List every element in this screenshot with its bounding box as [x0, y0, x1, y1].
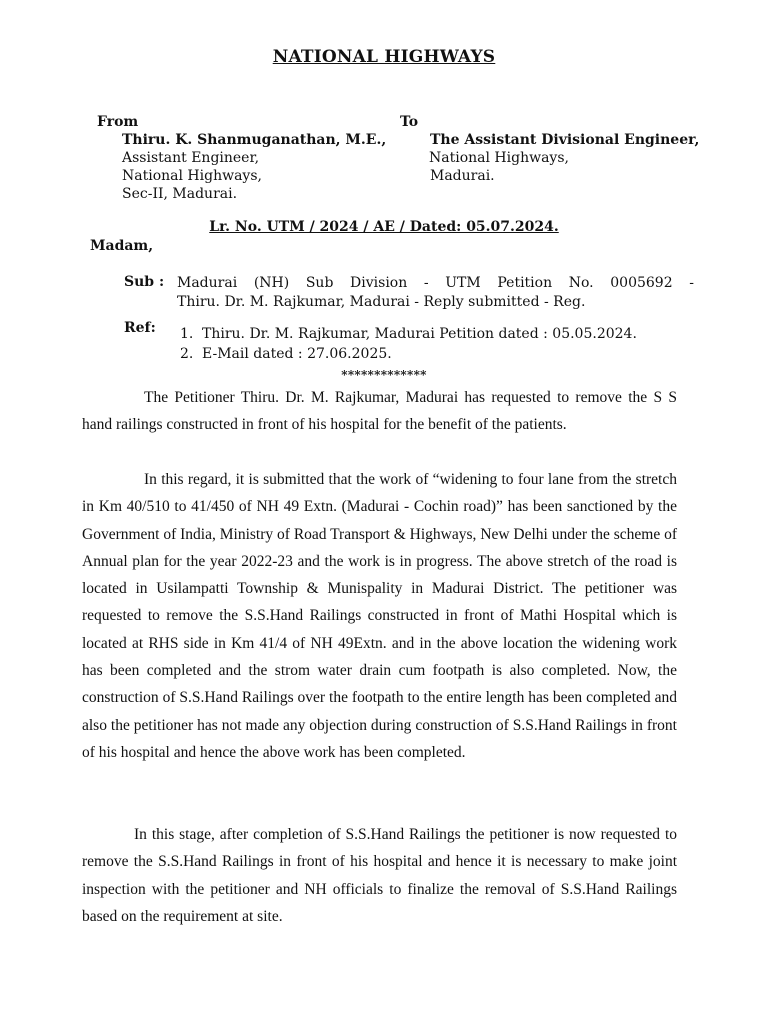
subject-line-1: Madurai (NH) Sub Division - UTM Petition No. 0005692 -: [177, 275, 694, 291]
reference-text: Thiru. Dr. M. Rajkumar, Madurai Petition dated : 05.05.2024.: [202, 326, 637, 342]
separator-stars: *************: [341, 368, 427, 382]
subject-text: [177, 274, 694, 312]
reference-label: Ref:: [124, 320, 156, 336]
to-label: To: [400, 114, 419, 130]
subject-line-2: Thiru. Dr. M. Rajkumar, Madurai - Reply submitted - Reg.: [177, 294, 586, 310]
body-paragraph-1: [82, 384, 677, 439]
reference-item: [180, 344, 637, 364]
salutation: Madam,: [90, 238, 154, 254]
from-label: From: [97, 114, 139, 130]
document-title: NATIONAL HIGHWAYS: [272, 47, 496, 67]
sender-name: Thiru. K. Shanmuganathan, M.E.,: [122, 132, 387, 148]
sender-designation: Assistant Engineer,: [122, 150, 260, 166]
reference-list: [180, 324, 637, 364]
reference-item: [180, 324, 637, 344]
body-paragraph-2: [82, 466, 677, 766]
sender-office: Sec-II, Madurai.: [122, 186, 238, 202]
paragraph-text: In this stage, after completion of S.S.Hand Railings the petitioner is now requested to remove the S.S.Hand Railings in front of his hospital and hence it is necessary to make joint inspection with the petitioner and NH officials to finalize the removal of S.S.Hand Railings based on the requirement at site.: [82, 826, 677, 925]
subject-label: Sub :: [124, 274, 165, 290]
reference-number: 1.: [180, 326, 194, 342]
recipient-name: The Assistant Divisional Engineer,: [430, 132, 700, 148]
reference-number: 2.: [180, 346, 194, 362]
recipient-department: National Highways,: [429, 150, 569, 166]
letter-reference-number: Lr. No. UTM / 2024 / AE / Dated: 05.07.2024.: [209, 219, 559, 235]
sender-department: National Highways,: [122, 168, 262, 184]
reference-text: E-Mail dated : 27.06.2025.: [202, 346, 392, 362]
body-paragraph-3: [82, 821, 677, 930]
recipient-city: Madurai.: [430, 168, 495, 184]
paragraph-text: The Petitioner Thiru. Dr. M. Rajkumar, Madurai has requested to remove the S S hand railings constructed in front of his hospital for the benefit of the patients.: [82, 389, 677, 434]
paragraph-text: In this regard, it is submitted that the work of “widening to four lane from the stretch in Km 40/510 to 41/450 of NH 49 Extn. (Madurai - Cochin road)” has been sanctioned by the Government of India, Ministry of Road Transport & Highways, New Delhi under the scheme of Annual plan for the year 2022-23 and the work is in progress. The above stretch of the road is located in Usilampatti Township & Munispality in Madurai District. The petitioner was requested to remove the S.S.Hand Railings constructed in front of Mathi Hospital which is located at RHS side in Km 41/4 of NH 49Extn. and in the above location the widening work has been completed and the strom water drain cum footpath is also completed. Now, the construction of S.S.Hand Railings over the footpath to the entire length has been completed and also the petitioner has not made any objection during construction of S.S.Hand Railings in front of his hospital and hence the above work has been completed.: [82, 471, 677, 761]
